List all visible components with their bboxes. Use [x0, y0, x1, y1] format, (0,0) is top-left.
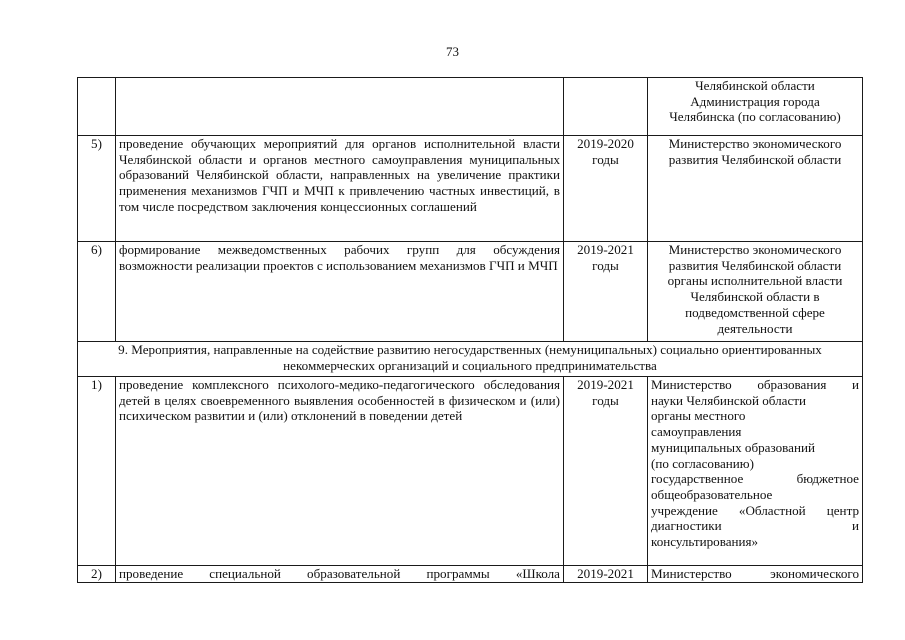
executor-line: Министерство экономического — [651, 566, 859, 581]
executor-line: общеобразовательное — [651, 486, 773, 502]
measure-term: 2019-2020 годы — [564, 136, 648, 242]
executor-line: государственное бюджетное — [651, 471, 859, 487]
executor-line: органы местного — [651, 408, 746, 424]
executor-line: диагностики и — [651, 518, 859, 534]
executor-line: развития Челябинской области — [668, 151, 842, 167]
measure-executor — [648, 377, 863, 566]
executor-line: науки Челябинской области — [651, 392, 807, 408]
measure-executor — [648, 242, 863, 342]
executor-line: Министерство экономического — [668, 136, 842, 151]
measure-term: 2019-2021 — [564, 566, 648, 583]
section-row — [78, 342, 863, 377]
executor-line: развития Челябинской области — [668, 257, 842, 273]
section-title: 9. Мероприятия, направленные на содействие развитию негосударственных (немуниципальных) социально ориентированных некоммерческих организаций и социального предпринимательства — [78, 342, 863, 377]
executor-line: Челябинской области в — [690, 289, 820, 305]
measure-description — [116, 566, 564, 583]
executor-line: органы исполнительной власти — [667, 273, 843, 289]
executor-line: учреждение «Областной центр — [651, 502, 859, 518]
description-line: проведение специальной образовательной программы «Школа — [119, 566, 560, 581]
table-row — [78, 136, 863, 242]
table-row — [78, 377, 863, 566]
executor-line: Министерство экономического — [668, 242, 842, 257]
row-number — [78, 78, 116, 136]
executor-line: муниципальных образований — [651, 439, 815, 455]
measures-table — [77, 77, 863, 583]
executor-line: консультирования» — [651, 534, 759, 550]
measure-term: 2019-2021 годы — [564, 377, 648, 566]
executor-line: Челябинска (по согласованию) — [669, 109, 841, 125]
row-number: 1) — [78, 377, 116, 566]
measure-term: 2019-2021 годы — [564, 242, 648, 342]
row-number: 6) — [78, 242, 116, 342]
measure-executor — [648, 78, 863, 136]
executor-line: подведомственной сфере — [685, 304, 825, 320]
measure-term — [564, 78, 648, 136]
measure-description — [116, 78, 564, 136]
table-row — [78, 566, 863, 583]
measure-description: формирование межведомственных рабочих групп для обсуждения возможности реализации проектов с использованием механизмов ГЧП и МЧП — [116, 242, 564, 342]
executor-line: (по согласованию) — [651, 455, 754, 471]
measure-executor — [648, 566, 863, 583]
measure-executor — [648, 136, 863, 242]
executor-line: Администрация города — [690, 93, 820, 109]
executor-line: самоуправления — [651, 424, 742, 440]
executor-line: деятельности — [717, 320, 793, 336]
measure-description: проведение комплексного психолого-медико-педагогического обследования детей в целях своевременного выявления особенностей в физическом и (или) психическом развитии и (или) отклонений в поведении детей — [116, 377, 564, 566]
row-number: 2) — [78, 566, 116, 583]
row-number: 5) — [78, 136, 116, 242]
table-row — [78, 242, 863, 342]
executor-line: Челябинской области — [695, 78, 815, 93]
executor-line: Министерство образования и — [651, 377, 859, 392]
table-row — [78, 78, 863, 136]
page-number: 73 — [446, 44, 459, 59]
measure-description: проведение обучающих мероприятий для органов исполнительной власти Челябинской области и органов местного самоуправления муниципальных образований Челябинской области, направленных на увеличение практики применения механизмов ГЧП и МЧП к привлечению частных инвестиций, в том числе посредством заключения концессионных соглашений — [116, 136, 564, 242]
